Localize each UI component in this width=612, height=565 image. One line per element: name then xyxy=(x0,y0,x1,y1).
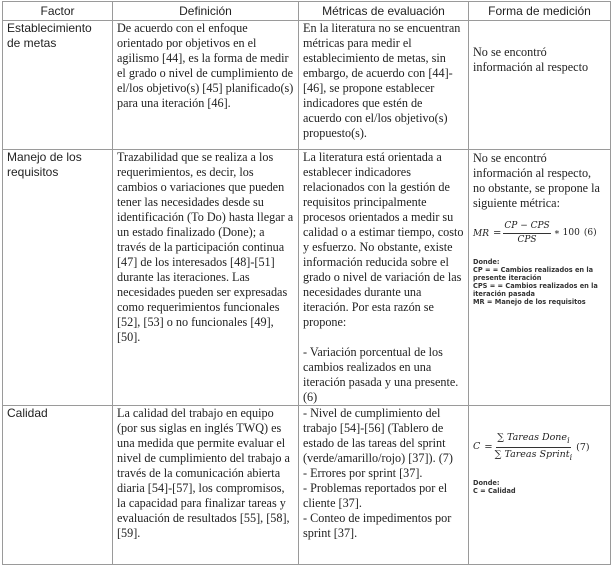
metricas-item: - Conteo de impedimentos por sprint [37]. xyxy=(303,511,452,540)
formula-equals: = xyxy=(493,228,502,239)
metricas-item: - Errores por sprint [37]. xyxy=(303,466,423,480)
definicion-cell xyxy=(113,150,299,406)
formula-denominator: ∑ Tareas Sprint xyxy=(494,448,570,460)
definicion-text: La calidad del trabajo en equipo (por sus siglas en inglés TWQ) es una medida que permite evaluar el nivel de cumplimiento del trabajo a través de la comunicación abierta diaria [54]-[57], los compromisos, la capacidad para finalizar tareas y evaluación de resultados [55], [58], [59]. xyxy=(117,406,290,540)
factors-table xyxy=(2,1,611,565)
header-definicion: Definición xyxy=(113,2,299,21)
metricas-text: La literatura está orientada a establecer indicadores relacionados con la gestión de requisitos principalmente procesos orientados a medir su calidad o a estimar tiempo, costo y esfuerzo. No obstante, existe información reducida sobre el grado o nivel de variación de las necesidades durante una iteración. Por esta razón se propone: xyxy=(303,150,464,329)
metricas-item: - Variación porcentual de los cambios realizados en una iteración pasada y una presente. (6) xyxy=(303,345,459,404)
forma-cell xyxy=(469,406,611,565)
metricas-cell xyxy=(299,406,469,565)
definicion-text: Trazabilidad que se realiza a los requerimientos, es decir, los cambios o variaciones que pueden tener las necesidades desde su identificación (To Do) hasta llegar a un estado finalizado (Done); a través de la participación continua [47] de los interesados [48]-[51] durante las iteraciones. Las necesidades pueden ser expresadas como requerimientos funcionales [52], [53] o no funcionales [49], [50]. xyxy=(117,150,294,344)
metricas-text: En la literatura no se encuentran métricas para medir el establecimiento de metas, sin embargo, de acuerdo con [44]-[46], se propone establecer indicadores que estén de acuerdo con el/los objetivo(s) propuesto(s). xyxy=(303,21,461,140)
formula-mr xyxy=(473,221,606,246)
factor-cell: Calidad xyxy=(3,406,113,565)
legend-line: Donde: xyxy=(473,478,500,487)
formula-tag: (6) xyxy=(583,228,597,238)
definicion-text: De acuerdo con el enfoque orientado por objetivos en el agilismo [44], es la forma de medir el grado o nivel de cumplimiento de el/los objetivo(s) [45] planificado(s) para una iteración [46]. xyxy=(117,21,294,110)
formula-fraction xyxy=(495,432,572,463)
formula-lhs: MR xyxy=(473,228,489,239)
legend-line: CP = = Cambios realizados en la presente iteración xyxy=(473,266,594,282)
formula-numerator: CP − CPS xyxy=(503,221,550,234)
formula-equals: = xyxy=(484,441,493,453)
formula-legend xyxy=(473,258,606,306)
paragraph-gap xyxy=(303,330,464,345)
forma-cell xyxy=(469,150,611,406)
metricas-item: - Nivel de cumplimiento del trabajo [54]-[56] (Tablero de estado de las tareas del sprint (verde/amarillo/rojo) [37]). (7) xyxy=(303,406,453,465)
metricas-item: - Problemas reportados por el cliente [37]. xyxy=(303,481,448,510)
formula-subscript: i xyxy=(569,452,573,462)
legend-line: MR = Manejo de los requisitos xyxy=(473,298,586,306)
formula-lhs: C xyxy=(473,441,481,453)
definicion-cell xyxy=(113,406,299,565)
forma-text: No se encontró información al respecto xyxy=(473,45,589,74)
legend-line: CPS = = Cambios realizados en la iteración pasada xyxy=(473,282,598,298)
header-metricas: Métricas de evaluación xyxy=(299,2,469,21)
metricas-cell xyxy=(299,21,469,150)
definicion-cell xyxy=(113,21,299,150)
formula-legend xyxy=(473,479,606,495)
header-forma: Forma de medición xyxy=(469,2,611,21)
table-row xyxy=(3,150,611,406)
formula-tag: (7) xyxy=(576,441,590,453)
formula-calidad xyxy=(473,432,606,463)
formula-denominator: CPS xyxy=(517,235,537,245)
legend-line: C = Calidad xyxy=(473,486,516,495)
table-row xyxy=(3,406,611,565)
formula-subscript: i xyxy=(567,435,570,445)
forma-cell xyxy=(469,21,611,150)
header-row xyxy=(3,2,611,21)
header-factor: Factor xyxy=(3,2,113,21)
legend-line: Donde: xyxy=(473,258,500,266)
forma-text: No se encontró información al respecto, no obstante, se propone la siguiente métrica: xyxy=(473,151,600,210)
factor-cell: Manejo de los requisitos xyxy=(3,150,113,406)
table-row xyxy=(3,21,611,150)
factor-cell: Establecimiento de metas xyxy=(3,21,113,150)
formula-numerator: ∑ Tareas Done xyxy=(497,432,568,443)
formula-multiplier: ∗ 100 xyxy=(553,228,580,238)
metricas-cell xyxy=(299,150,469,406)
formula-fraction xyxy=(503,221,550,246)
